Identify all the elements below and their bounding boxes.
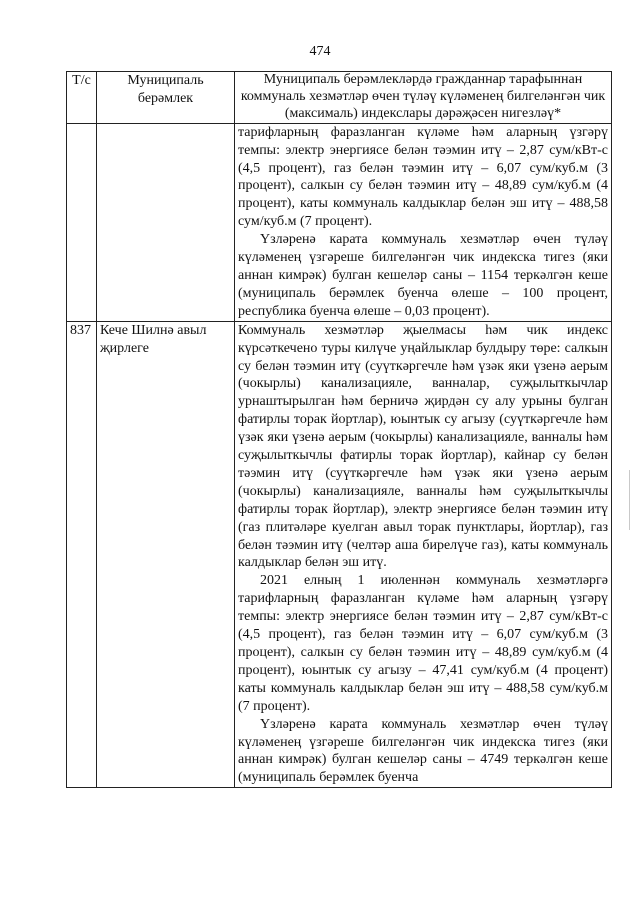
table-row-continuation: [67, 123, 612, 321]
justification-paragraph: 2021 елның 1 июленнән коммуналь хезмәтләргә тарифларның фаразланган күләме һәм аларның үзгәрү темпы: электр энергиясе белән тәэмин итү – 2,87 сум/кВт-с (4,5 процент), газ белән тәэмин итү – 6,07 сум/куб.м (3 процент), салкын су белән тәэмин итү – 48,89 сум/куб.м (4 процент), юынтык су агызу – 47,41 сум/куб.м (4 процент) каты коммуналь калдыклар белән эш итү – 488,58 сум/куб.м (7 процент).: [238, 573, 608, 714]
scan-artifact-line: [629, 470, 630, 530]
municipal-index-table: [66, 71, 612, 788]
justification-text-cell: [235, 321, 612, 788]
header-justification: Муниципаль берәмлекләрдә гражданнар тарафыннан коммуналь хезмәтләр өчен түләү күләменең билгеләнгән чик (максималь) индекслары дәрәҗәсен нигезләү*: [235, 72, 612, 124]
continuation-text-cell: [235, 123, 612, 321]
table-row: [67, 321, 612, 788]
continuation-number-cell: [67, 123, 97, 321]
justification-paragraph: Үзләренә карата коммуналь хезмәтләр өчен түләү күләменең үзгәреше билгеләнгән чик индекска тигез (яки аннан кимрәк) булган кешеләр саны – 4749 теркәлгән кеше (муниципаль берәмлек буенча: [238, 716, 608, 786]
continuation-paragraph: Үзләренә карата коммуналь хезмәтләр өчен түләү күләменең үзгәреше билгеләнгән чик индекска тигез (яки аннан кимрәк) булган кешеләр саны – 1154 теркәлгән кеше (муниципаль берәмлек буенча өлеше – 100 процент, республика буенча өлеше – 0,03 процент).: [238, 232, 608, 319]
continuation-name-cell: [97, 123, 235, 321]
continuation-paragraph: тарифларның фаразланган күләме һәм аларның үзгәрү темпы: электр энергиясе белән тәэмин итү – 2,87 сум/кВт-с (4,5 процент), газ белән тәэмин итү – 6,07 сум/куб.м (3 процент), салкын су белән тәэмин итү – 48,89 сум/куб.м (4 процент), каты коммуналь калдыклар белән эш итү – 488,58 сум/куб.м (7 процент).: [238, 124, 608, 230]
table-header-row: [67, 72, 612, 124]
header-municipality: Муниципаль берәмлек: [97, 72, 235, 124]
justification-paragraph: Коммуналь хезмәтләр җыелмасы һәм чик индекс күрсәткечено туры килүче уңайлыклар булдыру төре: салкын су белән тәэмин итү (суүткәргечле һәм үзәк яки үзенә аерым (чокырлы) канализацияле, ванналар, суҗылыткычлар урнаштырылган һәм берничә җирдән су алу урыны булган фатирлы торак йортлар), юынтык су агызу (суүткәргечле һәм үзәк яки үзенә аерым (чокырлы) канализацияле, ванналы һәм суҗылыткычлы фатирлы торак йортлар), кайнар су белән тәэмин итү (суүткәргечле һәм үзәк яки үзенә аерым (чокырлы) канализацияле, ванналы һәм суҗылыткычлы фатирлы торак йортлар), электр энергиясе белән тәэмин итү (газ плитәләре куелган авыл торак пунктлары, йортлар), газ белән тәэмин итү (челтәр аша бирелүче газ), каты коммуналь калдыклар белән эш итү.: [238, 322, 608, 571]
page-number: 474: [309, 44, 331, 59]
municipality-name: Кече Шилнә авыл җирлеге: [97, 321, 235, 788]
row-number: 837: [67, 321, 97, 788]
header-number: Т/с: [67, 72, 97, 124]
